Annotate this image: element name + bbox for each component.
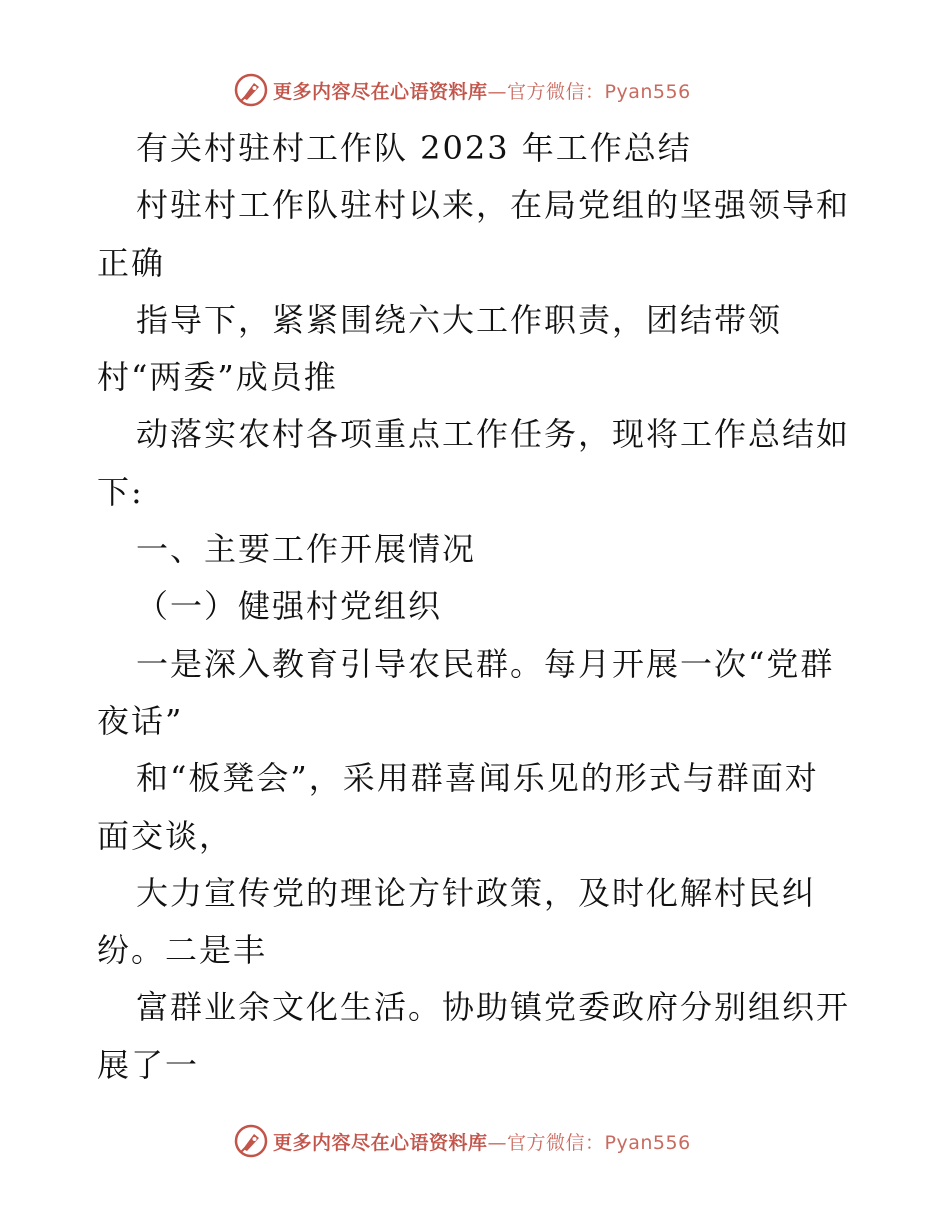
paragraph-line: 一是深入教育引导农民群。每月开展一次“党群 bbox=[136, 644, 835, 683]
document-title: 有关村驻村工作队 2023 年工作总结 bbox=[136, 129, 692, 167]
paragraph-line: 村驻村工作队驻村以来，在局党组的坚强领导和 bbox=[136, 186, 851, 225]
watermark-contact: —官方微信：Pyan556 bbox=[487, 1131, 691, 1154]
paragraph-line: 动落实农村各项重点工作任务，现将工作总结如 bbox=[136, 415, 851, 454]
pen-nib-icon bbox=[234, 73, 268, 107]
paragraph-line: 和“板凳会”，采用群喜闻乐见的形式与群面对 bbox=[136, 759, 819, 798]
section-heading: 一、主要工作开展情况 bbox=[136, 530, 477, 569]
paragraph-line: 指导下，紧紧围绕六大工作职责，团结带领 bbox=[136, 300, 783, 339]
paragraph-line: 村“两委”成员推 bbox=[97, 358, 338, 397]
paragraph-line: 正确 bbox=[97, 243, 166, 282]
watermark-header bbox=[234, 72, 691, 108]
pen-nib-icon bbox=[234, 1124, 268, 1158]
paragraph-line: 下: bbox=[97, 472, 144, 511]
watermark-brand: 更多内容尽在心语资料库 bbox=[273, 80, 488, 103]
watermark-brand: 更多内容尽在心语资料库 bbox=[273, 1131, 488, 1154]
watermark-footer bbox=[234, 1123, 691, 1159]
paragraph-line: 大力宣传党的理论方针政策，及时化解村民纠 bbox=[136, 873, 817, 912]
document-body bbox=[97, 120, 857, 1094]
subsection-heading: （一）健强村党组织 bbox=[136, 587, 443, 626]
paragraph-line: 富群业余文化生活。协助镇党委政府分别组织开 bbox=[136, 988, 851, 1027]
watermark-contact: —官方微信：Pyan556 bbox=[487, 80, 691, 103]
paragraph-line: 面交谈， bbox=[97, 816, 234, 855]
paragraph-line: 夜话” bbox=[97, 701, 184, 740]
paragraph-line: 展了一 bbox=[97, 1045, 200, 1084]
paragraph-line: 纷。二是丰 bbox=[97, 931, 268, 970]
